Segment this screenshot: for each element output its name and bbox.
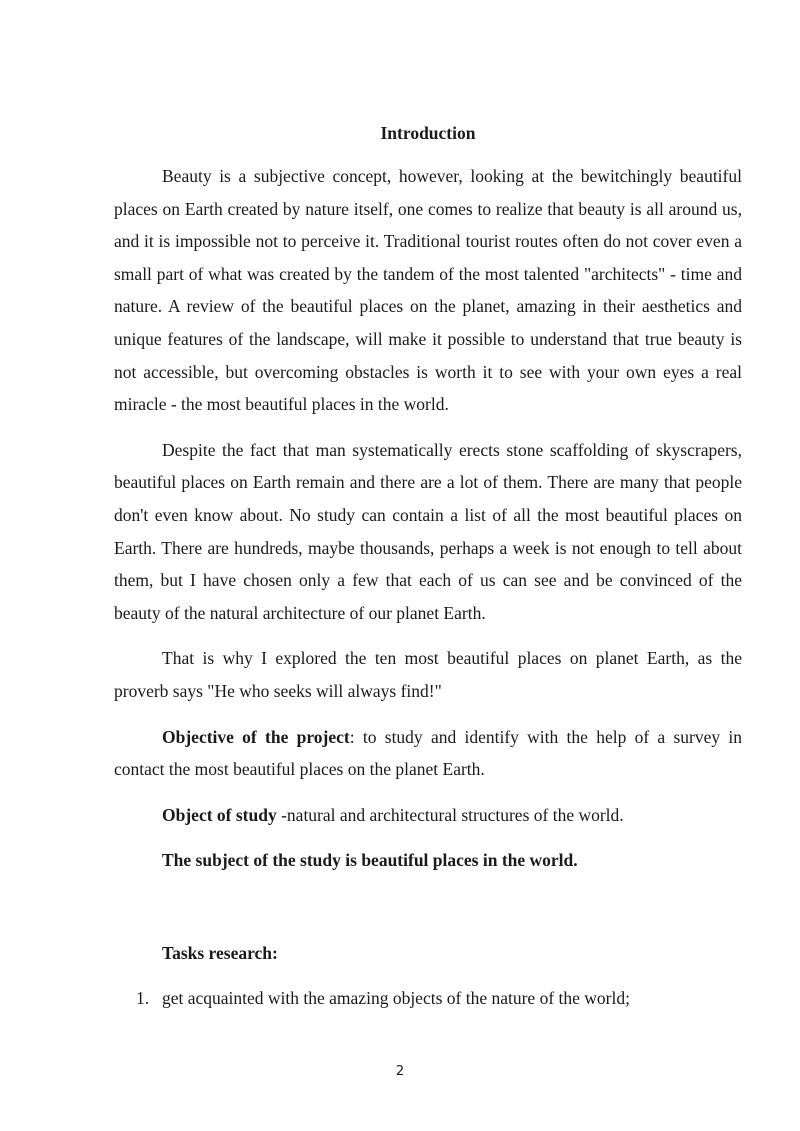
tasks-list	[114, 982, 742, 1015]
object-of-study-text: -natural and architectural structures of the world.	[276, 804, 624, 825]
list-number: 1.	[136, 988, 150, 1009]
page-content	[114, 118, 742, 1015]
paragraph-subject	[114, 844, 742, 877]
paragraph-places: Despite the fact that man systematically erects stone scaffolding of skyscrapers, beautiful places on Earth remain and there are a lot of them. There are many that people don't even know about. No study can contain a list of all the most beautiful places on Earth. There are hundreds, maybe thousands, perhaps a week is not enough to tell about them, but I have chosen only a few that each of us can see and be convinced of the beauty of the natural architecture of our planet Earth.	[114, 439, 742, 623]
list-item	[114, 982, 742, 1015]
objective-text: : to study and identify with the help of a survey in contact the most beautiful places on the planet Earth.	[114, 726, 742, 780]
tasks-heading	[114, 937, 742, 970]
page-number: 2	[395, 1064, 405, 1079]
paragraph-objective	[114, 721, 742, 786]
subject-text: The subject of the study is beautiful places in the world.	[162, 850, 578, 871]
paragraph-object-of-study	[114, 799, 742, 832]
tasks-heading-text: Tasks research:	[162, 942, 278, 963]
paragraph-explored: That is why I explored the ten most beautiful places on planet Earth, as the proverb says "He who seeks will always find!"	[114, 648, 742, 701]
objective-label: Objective of the project	[162, 726, 350, 747]
section-heading: Introduction	[380, 123, 476, 143]
object-of-study-label: Object of study	[162, 804, 277, 825]
paragraph-intro: Beauty is a subjective concept, however, looking at the bewitchingly beautiful places on Earth created by nature itself, one comes to realize that beauty is all around us, and it is impossible not to perceive it. Traditional tourist routes often do not cover even a small part of what was created by the tandem of the most talented "architects" - time and nature. A review of the beautiful places on the planet, amazing in their aesthetics and unique features of the landscape, will make it possible to understand that true beauty is not accessible, but overcoming obstacles is worth it to see with your own eyes a real miracle - the most beautiful places in the world.	[114, 166, 742, 415]
list-item-text: get acquainted with the amazing objects of the nature of the world;	[162, 988, 630, 1009]
